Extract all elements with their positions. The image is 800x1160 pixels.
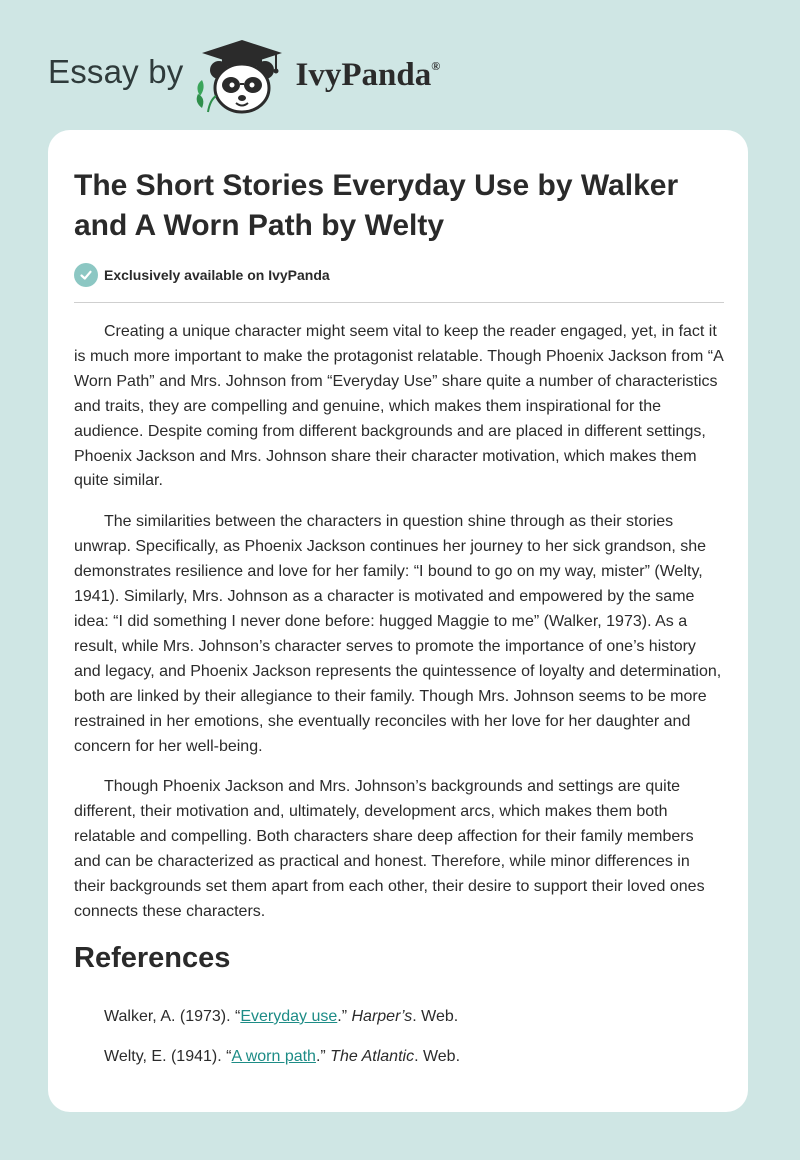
reference-source: Harper’s (351, 1008, 413, 1025)
reference-link-everyday-use[interactable]: Everyday use (240, 1008, 338, 1025)
reference-punct: .” (337, 1008, 352, 1025)
references-list (104, 1006, 724, 1086)
paragraph: The similarities between the characters in question shine through as their stories unwrap. Specifically, as Phoenix Jackson continues her journey to her sick grandson, she demonstrates resilience and love for her family: “I bound to go on my way, mister” (Welty, 1941). Similarly, Mrs. Johnson as a character is motivated and empowered by the same idea: “I did something I never done before: hugged Maggie to me” (Walker, 1973). As a result, while Mrs. Johnson’s character serves to promote the importance of one’s history and legacy, and Phoenix Jackson represents the quintessence of loyalty and determination, both are linked by their allegiance to their family. Though Mrs. Johnson seems to be more restrained in her emotions, she eventually reconciles with her love for her daughter and concern for her well-being. (74, 513, 722, 755)
paragraph: Creating a unique character might seem vital to keep the reader engaged, yet, in fact it is much more important to make the protagonist relatable. Though Phoenix Jackson from “A Worn Path” and Mrs. Johnson from “Everyday Use” share quite a number of characteristics and traits, they are compelling and genuine, which makes them inspirational for the audience. Despite coming from different backgrounds and are placed in different settings, Phoenix Jackson and Mrs. Johnson share their character motivation, which makes them quite similar. (74, 323, 723, 490)
essay-card (48, 130, 748, 1112)
reference-punct: .” (315, 1048, 331, 1065)
brand-prefix: Essay by (48, 53, 184, 90)
reference-link-a-worn-path[interactable]: A worn path (231, 1048, 316, 1065)
reference-tail: . Web. (412, 1008, 459, 1025)
paragraph: Though Phoenix Jackson and Mrs. Johnson’s backgrounds and settings are quite different, their motivation and, ultimately, development arcs, which makes them both relatable and compelling. Both characters share deep affection for their family members and can be characterized as practical and honest. Therefore, while minor differences in their backgrounds set them apart from each other, their desire to support their loved ones connects these characters. (74, 778, 705, 920)
reference-author: Welty, E. (1941). “ (104, 1048, 232, 1065)
badge-label: Exclusively available on IvyPanda (104, 267, 330, 283)
essay-body (74, 320, 724, 941)
brand-name[interactable] (296, 57, 441, 94)
references-heading: References (74, 942, 231, 974)
exclusive-badge (74, 263, 330, 287)
divider (74, 302, 724, 303)
check-icon (74, 263, 98, 287)
reference-source: The Atlantic (330, 1048, 415, 1065)
panda-logo-icon[interactable] (192, 38, 292, 114)
reference-tail: . Web. (414, 1048, 461, 1065)
registered-mark: ® (431, 58, 441, 73)
brand-name-text: IvyPanda (295, 56, 432, 93)
reference-item (104, 1006, 724, 1028)
reference-author: Walker, A. (1973). “ (104, 1008, 241, 1025)
site-header (48, 36, 440, 116)
page-title: The Short Stories Everyday Use by Walker and A Worn Path by Welty (74, 169, 679, 242)
reference-item (104, 1046, 724, 1068)
